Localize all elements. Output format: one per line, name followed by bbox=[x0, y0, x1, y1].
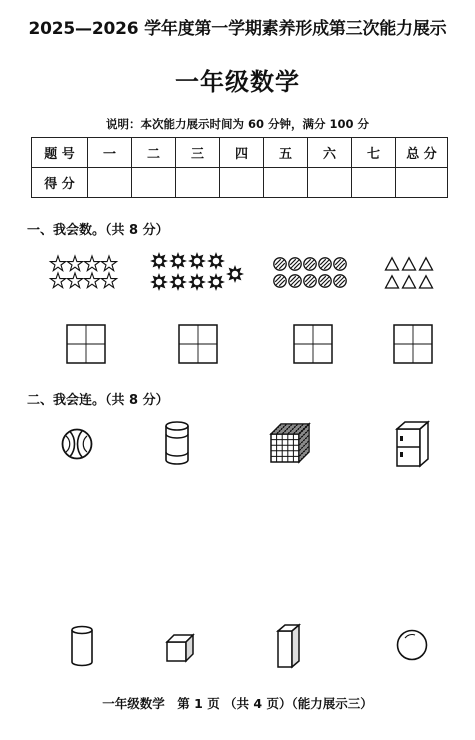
score-table-header-row bbox=[32, 138, 448, 168]
triangle-group bbox=[385, 257, 435, 291]
score-cell[interactable] bbox=[176, 168, 220, 198]
rubiks-cube-icon bbox=[270, 423, 312, 463]
score-cell[interactable] bbox=[352, 168, 396, 198]
cube-icon bbox=[166, 634, 194, 662]
ball-icon bbox=[61, 428, 93, 460]
score-cell[interactable] bbox=[396, 168, 448, 198]
star-group bbox=[50, 255, 130, 291]
score-cell[interactable] bbox=[220, 168, 264, 198]
score-table bbox=[31, 137, 448, 198]
star-outline-icon bbox=[50, 256, 116, 288]
page-footer: 一年级数学 第 1 页 （共 4 页）（能力展示三） bbox=[102, 696, 373, 711]
triangle-outline-icon bbox=[386, 258, 433, 288]
score-header-cell: 四 bbox=[220, 138, 264, 168]
score-header-cell: 题 号 bbox=[32, 138, 88, 168]
exam-title: 2025—2026 学年度第一学期素养形成第三次能力展示 bbox=[28, 19, 447, 39]
score-header-cell: 七 bbox=[352, 138, 396, 168]
hatched-circle-group bbox=[273, 257, 353, 291]
score-row-label: 得 分 bbox=[32, 168, 88, 198]
score-table-score-row bbox=[32, 168, 448, 198]
cylinder-icon bbox=[70, 625, 94, 667]
answer-box[interactable] bbox=[293, 324, 333, 364]
score-header-cell: 总 分 bbox=[396, 138, 448, 168]
score-cell[interactable] bbox=[264, 168, 308, 198]
score-cell[interactable] bbox=[308, 168, 352, 198]
score-header-cell: 三 bbox=[176, 138, 220, 168]
answer-box[interactable] bbox=[178, 324, 218, 364]
gear-burst-icon bbox=[150, 252, 244, 291]
hatched-circle-icon bbox=[274, 258, 346, 287]
cabinet-box-icon bbox=[396, 421, 430, 467]
sphere-icon bbox=[396, 629, 428, 661]
burst-group bbox=[150, 252, 250, 294]
score-header-cell: 五 bbox=[264, 138, 308, 168]
score-header-cell: 二 bbox=[132, 138, 176, 168]
section2-heading: 二、我会连。（共 8 分） bbox=[27, 393, 169, 408]
score-cell[interactable] bbox=[132, 168, 176, 198]
instructions: 说明：本次能力展示时间为 60 分钟，满分 100 分 bbox=[105, 117, 370, 131]
section1-heading: 一、我会数。（共 8 分） bbox=[27, 223, 169, 238]
score-header-cell: 六 bbox=[308, 138, 352, 168]
score-cell[interactable] bbox=[88, 168, 132, 198]
answer-box[interactable] bbox=[393, 324, 433, 364]
cylinder-can-icon bbox=[164, 420, 190, 466]
subject-title: 一年级数学 bbox=[175, 67, 300, 96]
score-header-cell: 一 bbox=[88, 138, 132, 168]
rectangular-prism-icon bbox=[277, 624, 301, 668]
answer-box[interactable] bbox=[66, 324, 106, 364]
